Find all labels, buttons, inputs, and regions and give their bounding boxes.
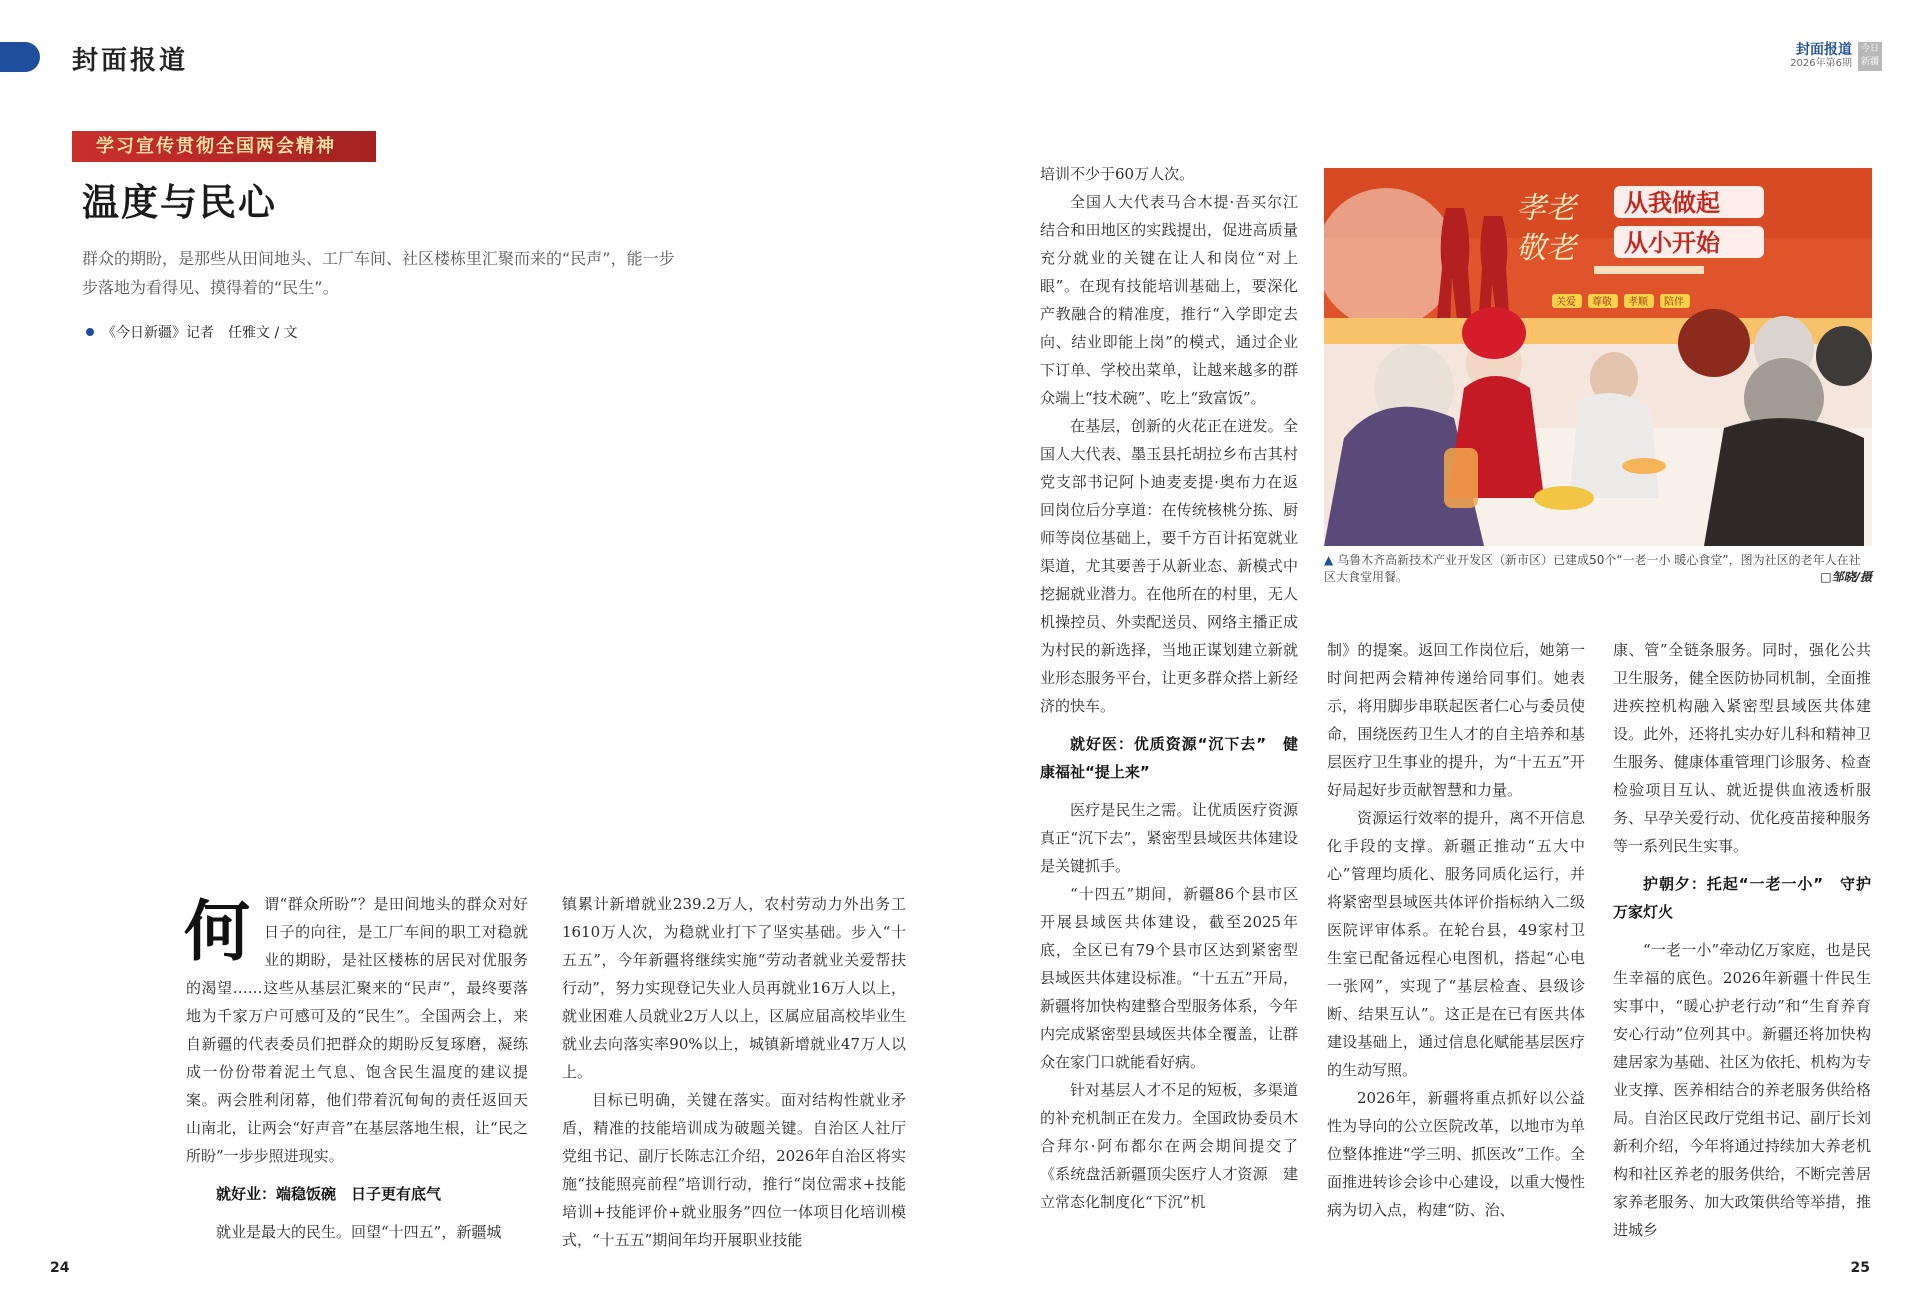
- masthead-text: [1790, 42, 1852, 70]
- photo-credit: □邹晓/摄: [1820, 570, 1872, 584]
- masthead: [1790, 42, 1882, 71]
- byline-text: 《今日新疆》记者 任雅文 / 文: [102, 325, 298, 341]
- body-paragraph: 目标已明确，关键在落实。面对结构性就业矛盾，精准的技能培训成为破题关键。自治区人社厅党组书记、副厅长陈志江介绍，2026年自治区将实施“技能照亮前程”培训行动，推行“岗位需求+技能培训+技能评价+就业服务”四位一体项目化培训模式，“十五五”期间年均开展职业技能: [562, 1091, 906, 1249]
- body-paragraph: “一老一小”牵动亿万家庭，也是民生幸福的底色。2026年新疆十件民生实事中，“暖心护老行动”和“生育养育安心行动”位列其中。新疆还将加快构建居家为基础、社区为依托、机构为专业支撑、医养相结合的养老服务供给格局。自治区民政厅党组书记、副厅长刘新利介绍，今年将通过持续加大养老机构和社区养老的服务供给，不断完善居家养老服务、加大政策供给等举措，推进城乡: [1613, 941, 1871, 1239]
- drop-cap: 何: [184, 892, 250, 970]
- sign-pill-4: 陪伴: [1664, 297, 1684, 308]
- lede: 群众的期盼，是那些从田间地头、工厂车间、社区楼栋里汇聚而来的“民声”，能一步步落地为看得见、摸得着的“民生”。: [82, 249, 675, 297]
- page-number-left: 24: [50, 1260, 70, 1276]
- masthead-title: 封面报道: [1796, 42, 1852, 58]
- body-paragraph: 2026年，新疆将重点抓好以公益性为导向的公立医院改革，以地市为单位整体推进“学三明、抓医改”工作。全面推进转诊会诊中心建设，以重大慢性病为切入点，构建“防、治、: [1327, 1089, 1585, 1219]
- article-column-3: [1040, 160, 1298, 1216]
- body-paragraph: 医疗是民生之需。让优质医疗资源真正“沉下去”，紧密型县域医共体建设是关键抓手。: [1040, 801, 1298, 875]
- sign-text-2: 从小开始: [1624, 229, 1720, 257]
- masthead-logo: 今日新疆: [1858, 42, 1882, 71]
- photo-elderly-canteen: [1324, 168, 1872, 546]
- photo-illustration: [1324, 168, 1872, 546]
- sign-text-1: 从我做起: [1624, 189, 1720, 217]
- caption-triangle-icon: ▲: [1324, 553, 1334, 567]
- article-column-5: [1613, 636, 1871, 1244]
- body-paragraph: 针对基层人才不足的短板，多渠道的补充机制正在发力。全国政协委员木合拜尔·阿布都尔在两会期间提交了《系统盘活新疆顶尖医疗人才资源 建立常态化制度化“下沉”机: [1040, 1081, 1298, 1211]
- photo-caption: [1324, 552, 1872, 586]
- article-column-4: [1327, 636, 1585, 1224]
- headline: 温度与民心: [82, 181, 277, 224]
- body-paragraph: 在基层，创新的火花正在迸发。全国人大代表、墨玉县托胡拉乡布古其村党支部书记阿卜迪麦麦提·奥布力在返回岗位后分享道：在传统核桃分拣、厨师等岗位基础上，要千方百计拓宽就业渠道，尤其要善于从新业态、新模式中挖掘就业潜力。在他所在的村里，无人机操控员、外卖配送员、网络主播正成为村民的新选择，当地正谋划建立新就业形态服务平台，让更多群众搭上新经济的快车。: [1040, 417, 1298, 715]
- section-label: 封面报道: [72, 46, 189, 76]
- body-paragraph: 康、管”全链条服务。同时，强化公共卫生服务，健全医防协同机制，全面推进疾控机构融入紧密型县域医共体建设。此外，还将扎实办好儿科和精神卫生服务、健康体重管理门诊服务、检查检验项目互认、就近提供血液透析服务、早孕关爱行动、优化疫苗接种服务等一系列民生实事。: [1613, 641, 1871, 855]
- body-paragraph: 谓“群众所盼”？是田间地头的群众对好日子的向往，是工厂车间的职工对稳就业的期盼，是社区楼栋的居民对优服务的渴望……这些从基层汇聚来的“民声”，最终要落地为千家万户可感可及的“民生”。全国两会上，来自新疆的代表委员们把群众的期盼反复琢磨，凝练成一份份带着泥土气息、饱含民生温度的建议提案。两会胜利闭幕，他们带着沉甸甸的责任返回天山南北，让两会“好声音”在基层落地生根，让“民之所盼”一步步照进现实。: [186, 895, 528, 1165]
- sign-text-left-1: 孝老: [1516, 191, 1576, 226]
- byline-dot-icon: [86, 328, 94, 336]
- masthead-issue: 2026年第6期: [1790, 58, 1852, 69]
- page-number-right: 25: [1850, 1260, 1870, 1276]
- body-paragraph: “十四五”期间，新疆86个县市区开展县域医共体建设，截至2025年底，全区已有79个县市区达到紧密型县域医共体建设标准。“十五五”开局，新疆将加快构建整合型服务体系，今年内完成紧密型县域医共体全覆盖，让群众在家门口就能看好病。: [1040, 885, 1298, 1071]
- caption-text: 乌鲁木齐高新技术产业开发区（新市区）已建成50个“一老一小 暖心食堂”，图为社区的老年人在社区大食堂用餐。: [1324, 553, 1861, 584]
- sign-pill-1: 关爱: [1556, 297, 1576, 308]
- byline: [86, 322, 298, 342]
- sign-text-left-2: 敬老: [1516, 231, 1576, 266]
- article-column-1: [186, 890, 528, 1246]
- body-paragraph: 培训不少于60万人次。: [1040, 165, 1195, 183]
- sign-pill-3: 孝顺: [1628, 297, 1648, 308]
- body-paragraph: 资源运行效率的提升，离不开信息化手段的支撑。新疆正推动“五大中心”管理均质化、服务同质化运行，并将紧密型县域医共体评价指标纳入二级医院评审体系。在轮台县，49家村卫生室已配备远程心电图机，搭起“心电一张网”，实现了“基层检查、县级诊断、结果互认”。这正是在已有医共体建设基础上，通过信息化赋能基层医疗的生动写照。: [1327, 809, 1585, 1079]
- body-paragraph: 制》的提案。返回工作岗位后，她第一时间把两会精神传递给同事们。她表示，将用脚步串联起医者仁心与委员使命，围绕医药卫生人才的自主培养和基层医疗卫生事业的提升，为“十五五”开好局起好步贡献智慧和力量。: [1327, 641, 1585, 799]
- kicker-banner: 学习宣传贯彻全国两会精神: [72, 131, 376, 162]
- subheading: 就好业：端稳饭碗 日子更有底气: [216, 1185, 442, 1203]
- body-paragraph: 全国人大代表马合木提·吾买尔江结合和田地区的实践提出，促进高质量充分就业的关键在让人和岗位“对上眼”。在现有技能培训基础上，要深化产教融合的精准度，推行“入学即定去向、结业即能上岗”的模式，通过企业下订单、学校出菜单，让越来越多的群众端上“技术碗”、吃上“致富饭”。: [1040, 193, 1298, 407]
- sign-pill-2: 尊敬: [1592, 297, 1612, 308]
- subheading: 就好医：优质资源“沉下去” 健康福祉“提上来”: [1040, 735, 1298, 781]
- body-paragraph: 镇累计新增就业239.2万人，农村劳动力外出务工1610万人次，为稳就业打下了坚实基础。步入“十五五”，今年新疆将继续实施“劳动者就业关爱帮扶行动”，努力实现登记失业人员再就业16万人以上，就业困难人员就业2万人以上，区属应届高校毕业生就业去向落实率90%以上，城镇新增就业47万人以上。: [562, 895, 906, 1081]
- body-paragraph: 就业是最大的民生。回望“十四五”，新疆城: [216, 1223, 502, 1241]
- article-column-2: [562, 890, 906, 1254]
- subheading: 护朝夕：托起“一老一小” 守护万家灯火: [1613, 875, 1871, 921]
- section-tab-marker: [0, 42, 40, 72]
